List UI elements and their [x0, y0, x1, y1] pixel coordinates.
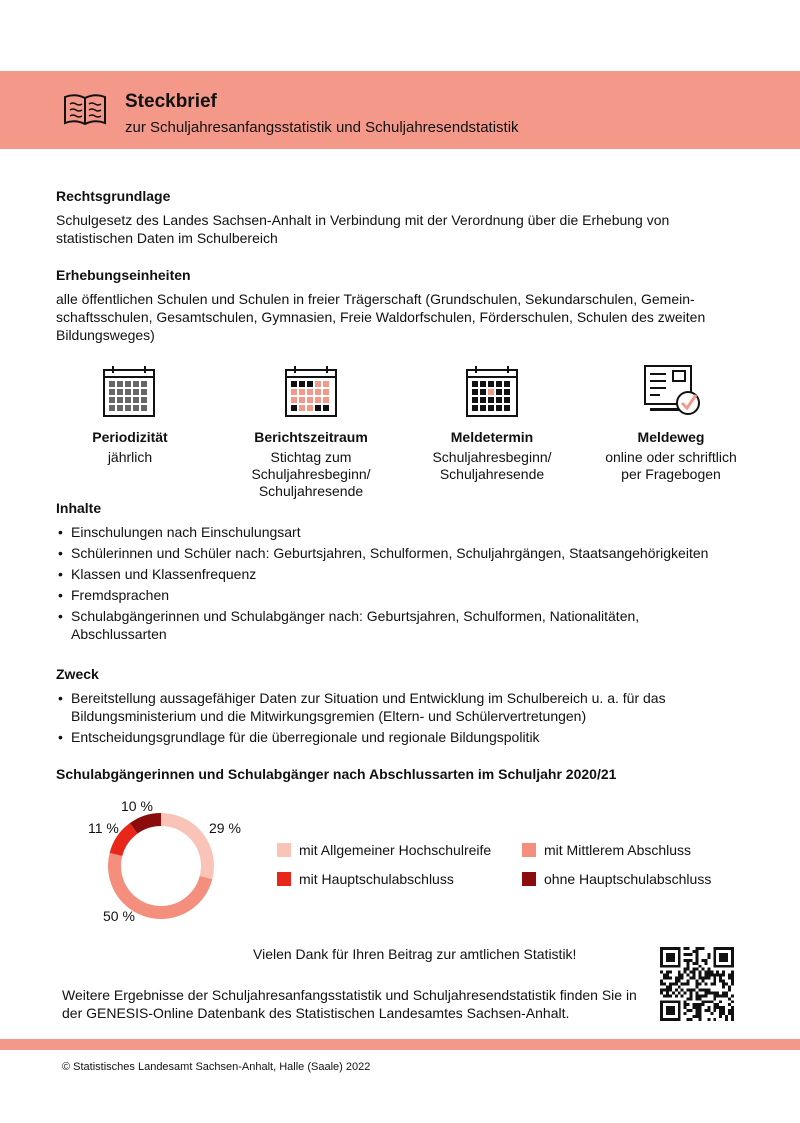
feature-value: jährlich: [107, 449, 153, 465]
slice-hochschulreife: [161, 813, 214, 879]
section-heading: Inhalte: [56, 500, 102, 516]
more-results-text: Weitere Ergebnisse der Schuljahresanfangsstatistik und Schuljahresendstatistik finden Sie in der GENESIS-Online Datenbank des Statistischen Landesamtes Sachsen-Anhalt.: [62, 987, 637, 1021]
list-item: • Schülerinnen und Schüler nach: Geburtsjahren, Schulformen, Schuljahrgängen, Staatsangehörigkeiten: [56, 544, 746, 562]
feature-value: Stichtag zum Schuljahresbeginn/ Schuljahresende: [251, 449, 371, 499]
form-check-icon: [644, 365, 700, 417]
donut-chart: [105, 810, 217, 922]
list-item: • Bereitstellung aussagefähiger Daten zur Situation und Entwicklung im Schulbereich u. a. für das Bildungsministerium und die Mitwirkungsgremien (Eltern- und Schülervertretungen): [56, 689, 746, 725]
feature-berichtszeitraum: [240, 429, 382, 500]
legend-item-hauptschul: [277, 871, 454, 887]
section-heading: Rechtsgrundlage: [56, 188, 171, 204]
list-item: • Entscheidungsgrundlage für die überregionale und regionale Bildungspolitik: [56, 728, 746, 746]
feature-label: Meldeweg: [637, 429, 705, 445]
feature-periodizitaet: [60, 429, 200, 466]
legend-label: ohne Hauptschulabschluss: [544, 871, 712, 887]
feature-meldetermin: [422, 429, 562, 483]
qr-code[interactable]: [660, 947, 734, 1021]
feature-label: Berichtszeitraum: [254, 429, 368, 445]
legend-item-ohne: [522, 871, 711, 887]
section-rechtsgrundlage: [56, 187, 746, 247]
footer-band: [0, 1039, 800, 1050]
section-erhebungseinheiten: [56, 266, 746, 344]
slice-label-hochschulreife: 29 %: [209, 820, 241, 836]
section-inhalte: [56, 499, 746, 646]
calendar-range-icon: [285, 365, 337, 417]
calendar-icon: [103, 365, 155, 417]
slice-label-ohne: 10 %: [121, 798, 153, 814]
list-item: • Schulabgängerinnen und Schulabgänger nach: Geburtsjahren, Schulformen, Nationalitäten, Abschlussarten: [56, 607, 746, 643]
feature-value: Schuljahresbeginn/ Schuljahresende: [432, 449, 552, 482]
open-book-icon: [62, 91, 108, 129]
calendar-deadline-icon: [466, 365, 518, 417]
list-item: • Fremdsprachen: [56, 586, 746, 604]
slice-label-mittlerer: 50 %: [103, 908, 135, 924]
inhalte-list: [56, 523, 746, 643]
legend-item-mittlerer: [522, 842, 691, 858]
feature-meldeweg: [596, 429, 746, 483]
feature-label: Meldetermin: [450, 429, 534, 445]
legend-label: mit Hauptschulabschluss: [299, 871, 454, 887]
legend-label: mit Mittlerem Abschluss: [544, 842, 692, 858]
legend-label: mit Allgemeiner Hochschulreife: [299, 842, 492, 858]
list-item: • Einschulungen nach Einschulungsart: [56, 523, 746, 541]
list-item: • Klassen und Klassenfrequenz: [56, 565, 746, 583]
thanks-text: Vielen Dank für Ihren Beitrag zur amtlichen Statistik!: [253, 946, 577, 962]
legend-swatch: [277, 872, 291, 886]
slice-label-hauptschul: 11 %: [88, 820, 119, 836]
section-heading: Zweck: [56, 666, 99, 682]
section-zweck: [56, 665, 746, 749]
feature-label: Periodizität: [92, 429, 168, 445]
legend-swatch: [277, 843, 291, 857]
legend-swatch: [522, 872, 536, 886]
feature-value: online oder schriftlich per Fragebogen: [605, 449, 737, 482]
header-band: [0, 71, 800, 149]
section-text: alle öffentlichen Schulen und Schulen in freier Trägerschaft (Grundschulen, Sekundarschulen, Gemein- schaftsschulen, Gesamtschulen, Gymnasien, Freie Waldorfschulen, Förderschulen, Schulen des zweiten Bildungsweges): [56, 291, 706, 343]
section-text: Schulgesetz des Landes Sachsen-Anhalt in Verbindung mit der Verordnung über die Erhebung von statistischen Daten im Schulbereich: [56, 212, 670, 246]
copyright-text: © Statistisches Landesamt Sachsen-Anhalt, Halle (Saale) 2022: [62, 1061, 371, 1073]
chart-title: Schulabgängerinnen und Schulabgänger nach Abschlussarten im Schuljahr 2020/21: [56, 766, 617, 782]
zweck-list: [56, 689, 746, 746]
legend-item-hochschulreife: [277, 842, 491, 858]
page-title: Steckbrief: [125, 91, 217, 112]
legend-swatch: [522, 843, 536, 857]
page-subtitle: zur Schuljahresanfangsstatistik und Schuljahresendstatistik: [125, 119, 519, 136]
section-heading: Erhebungseinheiten: [56, 267, 191, 283]
